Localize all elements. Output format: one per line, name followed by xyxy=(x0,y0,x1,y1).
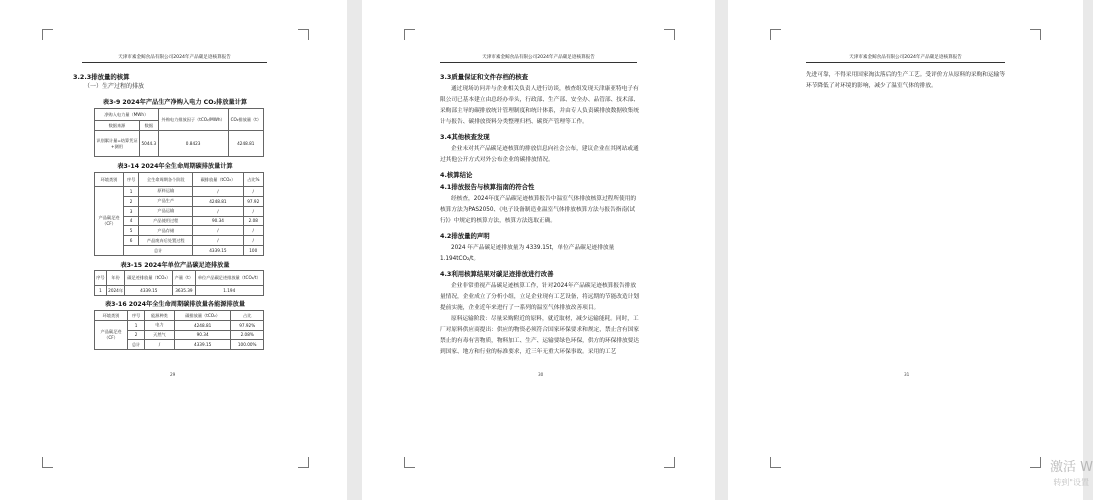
table-header-cell: 占比% xyxy=(243,173,263,187)
crop-mark-top-left xyxy=(404,29,415,40)
paragraph: 通过现场访问并与企业相关负责人进行访谈，核查组发现天津康亚特电子有限公司已基本建立由总经办牵头，行政部、生产部、安全办、品管部、技术部、采购部主导的碳排放统计管理制度和统计体系，并由专人负责碳排放数据收集统计与报告、碳排放资料分类整理归档、碳资产管理等工作。 xyxy=(440,86,640,125)
table-cell: 产品生产 xyxy=(139,196,193,206)
table-cell: 100.00% xyxy=(231,340,264,350)
table-cell: 1 xyxy=(128,321,145,331)
table-cell: 4248.81 xyxy=(228,131,263,157)
header-rule xyxy=(440,62,637,63)
crop-mark-top-right xyxy=(664,29,675,40)
table-3-16-title: 表3-16 2024年全生命周期碳排放量各能源排放量 xyxy=(104,301,246,308)
table-cell: 90.34 xyxy=(174,330,231,340)
crop-mark-bottom-left xyxy=(404,457,415,468)
table-cell: / xyxy=(193,226,243,236)
table-cell: 产品存储 xyxy=(139,226,193,236)
table-row xyxy=(95,286,264,296)
table-cell: 6 xyxy=(124,236,139,246)
crop-mark-bottom-left xyxy=(770,457,781,468)
table-header-cell: 单位产品碳足迹排放量（tCO₂/t） xyxy=(195,271,264,286)
table-header-cell: 能源种类 xyxy=(145,311,175,321)
table-header-cell: 全生命周期各个阶段 xyxy=(139,173,193,187)
table-cell: 3635.39 xyxy=(173,286,195,296)
table-header-cell: 数据来源 xyxy=(95,121,140,131)
section-heading: 3.3质量保证和文件存档的核查 xyxy=(440,73,529,81)
table-cell: / xyxy=(243,236,263,246)
table-cell: 识别累计量=结算凭证+测用 xyxy=(95,131,140,157)
table-cell: 5044.3 xyxy=(140,131,159,157)
page-number: 30 xyxy=(538,372,544,377)
table-cell: 电力 xyxy=(145,321,175,331)
table-cell: / xyxy=(193,236,243,246)
page-header: 天津市素金鲸食品有限公司2024年产品碳足迹核算报告 xyxy=(118,55,231,60)
table-cell: 1 xyxy=(95,286,107,296)
table-header-cell: 外购电力排放因子（tCO₂/MWh） xyxy=(158,109,228,131)
paragraph: 经核查，2024年度产品碳足迹核算报告中温室气体排放核算过程所使用的核算方法为PAS2050、《电子设备制造业温室气体排放核算方法与报告指南(试行)》中规定的核算方法，核算方法选取正确。 xyxy=(440,196,637,224)
table-cell: 2.08% xyxy=(231,330,264,340)
table-cell: 4248.81 xyxy=(174,321,231,331)
table-row xyxy=(95,321,264,331)
crop-mark-top-right xyxy=(1030,29,1041,40)
document-page-31 xyxy=(728,0,1093,500)
table-cell: 1.194 xyxy=(195,286,264,296)
paragraph: 原料运输阶段：尽量采购附近的原料，就近取材，减少运输能耗。同时，工厂对原料供应商提出：供应的物资必须符合国家环保要求和规定，禁止含有国家禁止的有毒有害物质，物料加工、生产、运输要绿色环保，供方的环保排放要达到国家、地方和行业的标准要求，近三年无重大环保事故。采用的工艺 xyxy=(440,316,640,355)
table-cell: 2 xyxy=(128,330,145,340)
table-cell: 产品碳足迹（CF） xyxy=(95,321,128,350)
subheading: （一）生产过程的排放 xyxy=(84,83,145,90)
table-cell: 5 xyxy=(124,226,139,236)
table-cell: / xyxy=(243,187,263,197)
table-3-14 xyxy=(94,172,264,256)
table-cell: / xyxy=(145,340,175,350)
page-header: 天津市素金鲸食品有限公司2024年产品碳足迹核算报告 xyxy=(482,55,595,60)
table-cell: 天然气 xyxy=(145,330,175,340)
paragraph: 2024 年产品碳足迹排放量为 4339.15t，单位产品碳足迹排放量1.194tCO₂/t。 xyxy=(440,245,615,262)
table-cell: 4248.81 xyxy=(193,196,243,206)
crop-mark-bottom-right xyxy=(298,457,309,468)
paragraph: 企业未对其产品碳足迹核算的排放信息向社会公布，建议企业在其网站或通过其他公开方式对外公布企业的碳排放情况。 xyxy=(440,146,639,163)
crop-mark-bottom-right xyxy=(1030,457,1041,468)
table-cell: 产品碳足迹（CF） xyxy=(95,187,124,256)
page-number: 31 xyxy=(904,372,910,377)
crop-mark-top-left xyxy=(770,29,781,40)
table-header-cell: 环境类别 xyxy=(95,173,124,187)
table-header-cell: 数据 xyxy=(140,121,159,131)
table-3-15-title: 表3-15 2024年单位产品碳足迹排放量 xyxy=(120,262,230,269)
table-3-16 xyxy=(94,310,264,350)
section-heading: 3.4其他核查发现 xyxy=(440,133,490,141)
section-heading: 4.核算结论 xyxy=(440,171,473,179)
table-3-9-title: 表3-9 2024年产品生产净购入电力 CO₂排放量计算 xyxy=(102,99,248,106)
table-cell: 4339.15 xyxy=(193,246,243,256)
section-heading: 3.2.3排放量的核算 xyxy=(73,73,130,81)
activation-watermark-subtext: 转到"设置 xyxy=(1053,478,1089,487)
table-cell: / xyxy=(243,206,263,216)
crop-mark-bottom-left xyxy=(42,457,53,468)
document-page-30 xyxy=(362,0,715,500)
table-cell: 产品使用过程 xyxy=(139,216,193,226)
section-heading: 4.2排放量的声明 xyxy=(440,232,490,240)
crop-mark-bottom-right xyxy=(664,457,675,468)
table-cell: / xyxy=(243,226,263,236)
table-header-cell: 序号 xyxy=(95,271,107,286)
page-number: 29 xyxy=(170,372,176,377)
table-header-cell: 环境类别 xyxy=(95,311,128,321)
table-cell: 1 xyxy=(124,187,139,197)
section-heading: 4.1排放报告与核算指南的符合性 xyxy=(440,183,535,191)
table-cell: 0.8423 xyxy=(158,131,228,157)
table-cell: 3 xyxy=(124,206,139,216)
table-cell: 2024年 xyxy=(106,286,125,296)
table-cell: 原料运输 xyxy=(139,187,193,197)
table-header-cell: 净购入电力量（MWh） xyxy=(95,109,159,121)
table-cell: 100 xyxy=(243,246,263,256)
table-header-cell: 序号 xyxy=(128,311,145,321)
page-body xyxy=(440,72,640,358)
table-3-9 xyxy=(94,108,264,157)
table-header-cell: CO₂排放量（t） xyxy=(228,109,263,131)
table-header-cell: 序号 xyxy=(124,173,139,187)
header-rule xyxy=(806,62,1005,63)
table-cell: 产品废弃后处置过程 xyxy=(139,236,193,246)
table-cell: 97.92 xyxy=(243,196,263,206)
table-cell: 2 xyxy=(124,196,139,206)
table-cell: 4339.15 xyxy=(174,340,231,350)
paragraph: 先进可靠，不得采用国家淘汰落后的生产工艺。受评价方从原料的采购和运输等环节降低了对环境的影响，减少了温室气体的排放。 xyxy=(806,72,1006,89)
table-cell: 总计 xyxy=(128,340,145,350)
section-heading: 4.3利用核算结果对碳足迹排放进行改善 xyxy=(440,270,554,278)
table-cell: 2.08 xyxy=(243,216,263,226)
table-cell: 97.92% xyxy=(231,321,264,331)
table-row xyxy=(95,187,264,197)
table-cell: / xyxy=(193,206,243,216)
table-header-cell: 占比 xyxy=(231,311,264,321)
table-cell: 产品运输 xyxy=(139,206,193,216)
page-header: 天津市素金鲸食品有限公司2024年产品碳足迹核算报告 xyxy=(849,55,962,60)
table-3-15 xyxy=(94,270,264,296)
table-cell: / xyxy=(193,187,243,197)
activation-watermark: 激活 W xyxy=(1050,460,1093,475)
document-page-29 xyxy=(0,0,347,500)
table-header-cell: 碳排放量（tCO₂） xyxy=(174,311,231,321)
table-header-cell: 年份 xyxy=(106,271,125,286)
crop-mark-top-right xyxy=(298,29,309,40)
table-cell: 90.34 xyxy=(193,216,243,226)
table-cell: 4 xyxy=(124,216,139,226)
table-header-cell: 碳排放量（tCO₂） xyxy=(193,173,243,187)
table-cell: 4339.15 xyxy=(125,286,173,296)
crop-mark-top-left xyxy=(42,29,53,40)
paragraph: 企业非常重视产品碳足迹核算工作，针对2024年产品碳足迹核算报告排放量情况，企业成立了分析小组，立足企业现有工艺设备，将远期的节能改造计划提前实施，企业近年来进行了一系列的温室气体排放改善项目。 xyxy=(440,283,640,311)
table-header-cell: 产量（t） xyxy=(173,271,195,286)
table-header-cell: 碳足迹排放量（tCO₂） xyxy=(125,271,173,286)
header-rule xyxy=(82,62,267,63)
table-cell: 总计 xyxy=(124,246,193,256)
table-3-14-title: 表3-14 2024年全生命周期碳排放量计算 xyxy=(117,163,233,170)
